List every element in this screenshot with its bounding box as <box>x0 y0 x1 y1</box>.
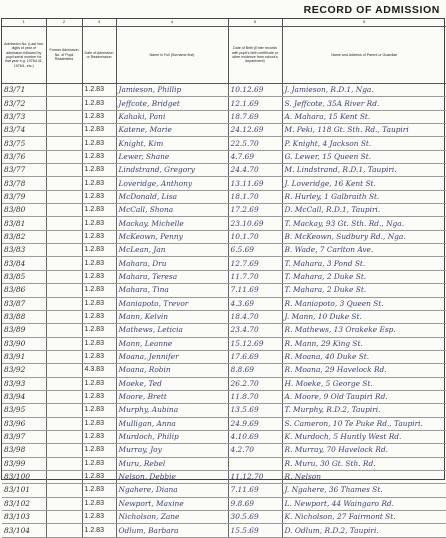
table-row <box>2 244 446 257</box>
pupil-name-cell: Nelson, Debbie <box>116 470 228 483</box>
parent-guardian-cell: T. Mahara, 2 Duke St. <box>282 284 446 297</box>
former-admission-cell <box>46 257 82 270</box>
date-of-birth-cell: 10.1.70 <box>228 230 282 243</box>
admission-number-cell: 83/81 <box>2 217 46 230</box>
former-admission-cell <box>46 324 82 337</box>
admission-date-cell: 1.2.83 <box>82 324 116 337</box>
admission-number-cell: 83/74 <box>2 124 46 137</box>
former-admission-cell <box>46 457 82 470</box>
column-number-2: 2 <box>46 19 82 27</box>
date-of-birth-cell: 9.8.69 <box>228 497 282 510</box>
date-of-birth-cell <box>228 457 282 470</box>
parent-guardian-cell: R. Moana, 40 Duke St. <box>282 350 446 363</box>
table-row <box>2 110 446 123</box>
date-of-birth-cell: 17.6.69 <box>228 350 282 363</box>
pupil-name-cell: Mann, Leanne <box>116 337 228 350</box>
parent-guardian-cell: R. Nelson <box>282 470 446 483</box>
parent-guardian-cell: A. Moore, 9 Old Taupiri Rd. <box>282 390 446 403</box>
table-row <box>2 124 446 137</box>
admission-date-cell: 1.2.83 <box>82 350 116 363</box>
date-of-birth-cell: 26.2.70 <box>228 377 282 390</box>
date-of-birth-cell: 24.12.69 <box>228 124 282 137</box>
admission-date-cell: 1.2.83 <box>82 337 116 350</box>
admission-date-cell: 1.2.83 <box>82 270 116 283</box>
parent-guardian-cell: T. Mackay, 93 Gt. Sth. Rd., Nga. <box>282 217 446 230</box>
table-row <box>2 204 446 217</box>
former-admission-cell <box>46 97 82 110</box>
former-admission-cell <box>46 524 82 537</box>
admission-number-cell: 83/77 <box>2 164 46 177</box>
parent-guardian-cell: M. Lindstrand, R.D.1, Taupiri. <box>282 164 446 177</box>
date-of-birth-cell: 4.2.70 <box>228 444 282 457</box>
pupil-name-cell: Murdoch, Philip <box>116 430 228 443</box>
pupil-name-cell: McCall, Shona <box>116 204 228 217</box>
admission-date-cell: 1.2.83 <box>82 484 116 497</box>
former-admission-cell <box>46 270 82 283</box>
parent-guardian-cell: D. McCall, R.D.1, Taupiri. <box>282 204 446 217</box>
parent-guardian-cell: T. Mahara, 2 Duke St. <box>282 270 446 283</box>
table-row <box>2 257 446 270</box>
date-of-birth-cell: 23.10.69 <box>228 217 282 230</box>
admission-number-cell: 83/93 <box>2 377 46 390</box>
admission-no-header: Admission No. (Last four digits of year of admission followed by pupil serial number for that year e.g. 1976/141, 1976/1, etc.) <box>2 27 46 84</box>
table-row <box>2 230 446 243</box>
parent-guardian-cell: R. Muru, 30 Gt. Sth. Rd. <box>282 457 446 470</box>
former-admission-cell <box>46 484 82 497</box>
pupil-name-cell: Jamieson, Phillip <box>116 84 228 97</box>
date-of-birth-cell: 11.12.70 <box>228 470 282 483</box>
parent-guardian-header: Name and Address of Parent or Guardian <box>282 27 446 84</box>
parent-guardian-cell: S. Cameron, 10 Te Puke Rd., Taupiri. <box>282 417 446 430</box>
former-admission-cell <box>46 177 82 190</box>
former-admission-cell <box>46 110 82 123</box>
former-admission-cell <box>46 137 82 150</box>
former-admission-cell <box>46 430 82 443</box>
pupil-name-cell: Mahara, Tina <box>116 284 228 297</box>
admission-date-cell: 1.2.83 <box>82 404 116 417</box>
pupil-name-cell: Newport, Maxine <box>116 497 228 510</box>
date-of-birth-cell: 7.11.69 <box>228 284 282 297</box>
admission-number-cell: 83/96 <box>2 417 46 430</box>
admission-date-cell: 1.2.83 <box>82 470 116 483</box>
former-admission-cell <box>46 310 82 323</box>
parent-guardian-cell: L. Newport, 44 Waingaro Rd. <box>282 497 446 510</box>
parent-guardian-cell: M. Peki, 118 Gt. Sth. Rd., Taupiri <box>282 124 446 137</box>
full-name-header: Name in Full (Surname first) <box>116 27 228 84</box>
pupil-name-cell: Moore, Brett <box>116 390 228 403</box>
date-of-birth-cell: 18.4.70 <box>228 310 282 323</box>
column-number-6: 6 <box>282 19 446 27</box>
pupil-name-cell: Mahara, Teresa <box>116 270 228 283</box>
date-of-birth-cell: 22.5.70 <box>228 137 282 150</box>
admission-date-cell: 1.2.83 <box>82 377 116 390</box>
date-of-birth-cell: 6.5.69 <box>228 244 282 257</box>
parent-guardian-cell: B. McKeown, Sudbury Rd., Nga. <box>282 230 446 243</box>
column-number-3: 3 <box>82 19 116 27</box>
admission-number-cell: 83/102 <box>2 497 46 510</box>
admission-date-cell: 4.3.83 <box>82 364 116 377</box>
admission-number-cell: 83/71 <box>2 84 46 97</box>
pupil-name-cell: Moana, Jennifer <box>116 350 228 363</box>
admission-date-cell: 1.2.83 <box>82 204 116 217</box>
date-of-birth-cell: 24.4.70 <box>228 164 282 177</box>
former-admission-cell <box>46 164 82 177</box>
admission-number-cell: 83/87 <box>2 297 46 310</box>
pupil-name-cell: Mann, Kelvin <box>116 310 228 323</box>
admission-date-cell: 1.2.83 <box>82 124 116 137</box>
pupil-name-cell: Lindstrand, Gregory <box>116 164 228 177</box>
parent-guardian-cell: T. Mahara, 3 Pond St. <box>282 257 446 270</box>
admission-date-cell: 1.2.83 <box>82 390 116 403</box>
parent-guardian-cell: J. Loveridge, 16 Kent St. <box>282 177 446 190</box>
pupil-name-cell: Murray, Joy <box>116 444 228 457</box>
admission-date-cell: 1.2.83 <box>82 97 116 110</box>
former-admission-cell <box>46 364 82 377</box>
date-of-birth-cell: 4.10.69 <box>228 430 282 443</box>
admission-date-cell: 1.2.83 <box>82 244 116 257</box>
pupil-name-cell: Katene, Marie <box>116 124 228 137</box>
parent-guardian-cell: J. Jamieson, R.D.1, Nga. <box>282 84 446 97</box>
admission-number-cell: 83/73 <box>2 110 46 123</box>
table-row <box>2 417 446 430</box>
admission-number-cell: 83/72 <box>2 97 46 110</box>
admission-number-cell: 83/95 <box>2 404 46 417</box>
table-row <box>2 164 446 177</box>
table-row <box>2 150 446 163</box>
former-admission-cell <box>46 284 82 297</box>
admission-number-cell: 83/82 <box>2 230 46 243</box>
pupil-name-cell: Mahara, Dru <box>116 257 228 270</box>
admission-number-cell: 83/85 <box>2 270 46 283</box>
table-row <box>2 470 446 483</box>
admission-number-cell: 83/91 <box>2 350 46 363</box>
admission-number-cell: 83/100 <box>2 470 46 483</box>
admission-number-cell: 83/89 <box>2 324 46 337</box>
table-row <box>2 511 446 524</box>
parent-guardian-cell: P. Knight, 4 Jackson St. <box>282 137 446 150</box>
pupil-name-cell: Knight, Kim <box>116 137 228 150</box>
parent-guardian-cell: K. Nicholson, 27 Fairmont St. <box>282 511 446 524</box>
admission-number-cell: 83/76 <box>2 150 46 163</box>
pupil-name-cell: Jeffcote, Bridget <box>116 97 228 110</box>
date-of-birth-cell: 12.7.69 <box>228 257 282 270</box>
parent-guardian-cell: B. Wade, 7 Carlton Ave. <box>282 244 446 257</box>
pupil-name-cell: Odlum, Barbara <box>116 524 228 537</box>
date-of-birth-cell: 24.9.69 <box>228 417 282 430</box>
pupil-name-cell: Mathews, Leticia <box>116 324 228 337</box>
admission-date-cell: 1.2.83 <box>82 511 116 524</box>
admission-date-cell: 1.2.83 <box>82 217 116 230</box>
date-of-birth-cell: 23.4.70 <box>228 324 282 337</box>
date-of-birth-cell: 4.7.69 <box>228 150 282 163</box>
date-of-birth-cell: 4.3.69 <box>228 297 282 310</box>
admission-date-header: Date of Admission or Readmission <box>82 27 116 84</box>
table-row <box>2 377 446 390</box>
pupil-name-cell: Loveridge, Anthony <box>116 177 228 190</box>
parent-guardian-cell: J. Ngahere, 36 Thames St. <box>282 484 446 497</box>
register-rows <box>2 84 446 538</box>
pupil-name-cell: Muru, Rebel <box>116 457 228 470</box>
page-title: RECORD OF ADMISSION <box>303 4 440 16</box>
pupil-name-cell: Lewer, Shane <box>116 150 228 163</box>
former-admission-cell <box>46 470 82 483</box>
admission-date-cell: 1.2.83 <box>82 150 116 163</box>
table-row <box>2 310 446 323</box>
parent-guardian-cell: R. Moana, 29 Havelock Rd. <box>282 364 446 377</box>
date-of-birth-cell: 12.1.69 <box>228 97 282 110</box>
parent-guardian-cell: K. Murdoch, 5 Huntly West Rd. <box>282 430 446 443</box>
admission-date-cell: 1.2.83 <box>82 164 116 177</box>
column-number-5: 5 <box>228 19 282 27</box>
parent-guardian-cell: R. Maniapoto, 3 Queen St. <box>282 297 446 310</box>
table-row <box>2 404 446 417</box>
admission-number-cell: 83/104 <box>2 524 46 537</box>
admission-number-cell: 83/103 <box>2 511 46 524</box>
parent-guardian-cell: J. Mann, 10 Duke St. <box>282 310 446 323</box>
date-of-birth-header: Date of Birth (Enter records with pupil's birth certificate or other evidence from school's department) <box>228 27 282 84</box>
pupil-name-cell: Mackay, Michelle <box>116 217 228 230</box>
pupil-name-cell: McLean, Jan <box>116 244 228 257</box>
table-row <box>2 337 446 350</box>
pupil-name-cell: Nicholson, Zane <box>116 511 228 524</box>
former-admission-cell <box>46 150 82 163</box>
pupil-name-cell: Kahaki, Pani <box>116 110 228 123</box>
admission-date-cell: 1.2.83 <box>82 497 116 510</box>
date-of-birth-cell: 18.1.70 <box>228 190 282 203</box>
former-admission-cell <box>46 337 82 350</box>
parent-guardian-cell: T. Murphy, R.D.2, Taupiri. <box>282 404 446 417</box>
date-of-birth-cell: 15.12.69 <box>228 337 282 350</box>
admission-date-cell: 1.2.83 <box>82 190 116 203</box>
admission-date-cell: 1.2.83 <box>82 84 116 97</box>
admission-number-cell: 83/88 <box>2 310 46 323</box>
admission-number-cell: 83/84 <box>2 257 46 270</box>
former-admission-cell <box>46 390 82 403</box>
admission-number-cell: 83/80 <box>2 204 46 217</box>
table-row <box>2 390 446 403</box>
former-admission-cell <box>46 377 82 390</box>
pupil-name-cell: Maniapoto, Trevor <box>116 297 228 310</box>
former-admission-cell <box>46 124 82 137</box>
parent-guardian-cell: H. Moeke, 5 George St. <box>282 377 446 390</box>
admission-date-cell: 1.2.83 <box>82 137 116 150</box>
pupil-name-cell: Mulligan, Anna <box>116 417 228 430</box>
date-of-birth-cell: 15.5.69 <box>228 524 282 537</box>
date-of-birth-cell: 8.8.69 <box>228 364 282 377</box>
table-row <box>2 190 446 203</box>
date-of-birth-cell: 17.2.69 <box>228 204 282 217</box>
pupil-name-cell: Moeke, Ted <box>116 377 228 390</box>
admission-number-cell: 83/98 <box>2 444 46 457</box>
former-admission-cell <box>46 297 82 310</box>
parent-guardian-cell: S. Jeffcote, 35A River Rd. <box>282 97 446 110</box>
column-number-1: 1 <box>2 19 46 27</box>
date-of-birth-cell: 30.5.69 <box>228 511 282 524</box>
table-row <box>2 284 446 297</box>
pupil-name-cell: McKeown, Penny <box>116 230 228 243</box>
former-admission-cell <box>46 204 82 217</box>
former-admission-cell <box>46 417 82 430</box>
admission-date-cell: 1.2.83 <box>82 257 116 270</box>
date-of-birth-cell: 11.7.70 <box>228 270 282 283</box>
table-row <box>2 297 446 310</box>
column-number-4: 4 <box>116 19 228 27</box>
admission-date-cell: 1.2.83 <box>82 177 116 190</box>
admission-number-cell: 83/75 <box>2 137 46 150</box>
admission-date-cell: 1.2.83 <box>82 417 116 430</box>
table-row <box>2 524 446 537</box>
parent-guardian-cell: R. Murray, 70 Havelock Rd. <box>282 444 446 457</box>
admission-register-table <box>1 18 445 535</box>
parent-guardian-cell: R. Mann, 29 King St. <box>282 337 446 350</box>
admission-number-cell: 83/86 <box>2 284 46 297</box>
admission-number-cell: 83/78 <box>2 177 46 190</box>
table-row <box>2 97 446 110</box>
table-row <box>2 270 446 283</box>
former-admission-header: Former Admission No. of Pupil Readmitted <box>46 27 82 84</box>
admission-date-cell: 1.2.83 <box>82 310 116 323</box>
admission-number-cell: 83/101 <box>2 484 46 497</box>
admission-date-cell: 1.2.83 <box>82 110 116 123</box>
date-of-birth-cell: 13.5.69 <box>228 404 282 417</box>
admission-number-cell: 83/79 <box>2 190 46 203</box>
table-row <box>2 444 446 457</box>
table-row <box>2 177 446 190</box>
table-row <box>2 217 446 230</box>
table-row <box>2 364 446 377</box>
former-admission-cell <box>46 230 82 243</box>
admission-date-cell: 1.2.83 <box>82 457 116 470</box>
table-row <box>2 457 446 470</box>
parent-guardian-cell: R. Mathews, 13 Orakeke Esp. <box>282 324 446 337</box>
former-admission-cell <box>46 444 82 457</box>
table-row <box>2 484 446 497</box>
admission-number-cell: 83/99 <box>2 457 46 470</box>
former-admission-cell <box>46 84 82 97</box>
date-of-birth-cell: 18.7.69 <box>228 110 282 123</box>
former-admission-cell <box>46 217 82 230</box>
admission-number-cell: 83/83 <box>2 244 46 257</box>
parent-guardian-cell: R. Hurley, 1 Galbraith St. <box>282 190 446 203</box>
admission-number-cell: 83/92 <box>2 364 46 377</box>
admission-number-cell: 83/90 <box>2 337 46 350</box>
parent-guardian-cell: G. Lewer, 15 Queen St. <box>282 150 446 163</box>
pupil-name-cell: Murphy, Aubina <box>116 404 228 417</box>
admission-date-cell: 1.2.83 <box>82 230 116 243</box>
table-row <box>2 350 446 363</box>
admission-number-cell: 83/94 <box>2 390 46 403</box>
parent-guardian-cell: A. Mahara, 15 Kent St. <box>282 110 446 123</box>
date-of-birth-cell: 7.11.69 <box>228 484 282 497</box>
admission-number-cell: 83/97 <box>2 430 46 443</box>
admission-date-cell: 1.2.83 <box>82 297 116 310</box>
former-admission-cell <box>46 497 82 510</box>
admission-date-cell: 1.2.83 <box>82 284 116 297</box>
former-admission-cell <box>46 404 82 417</box>
admission-date-cell: 1.2.83 <box>82 524 116 537</box>
parent-guardian-cell: D. Odlum, R.D.2, Taupiri. <box>282 524 446 537</box>
date-of-birth-cell: 13.11.69 <box>228 177 282 190</box>
table-row <box>2 324 446 337</box>
table-row <box>2 430 446 443</box>
pupil-name-cell: McDonald, Lisa <box>116 190 228 203</box>
pupil-name-cell: Ngahere, Diana <box>116 484 228 497</box>
table-row <box>2 497 446 510</box>
admission-date-cell: 1.2.83 <box>82 444 116 457</box>
admission-date-cell: 1.2.83 <box>82 430 116 443</box>
former-admission-cell <box>46 350 82 363</box>
table-row <box>2 137 446 150</box>
pupil-name-cell: Moana, Robin <box>116 364 228 377</box>
date-of-birth-cell: 11.8.70 <box>228 390 282 403</box>
former-admission-cell <box>46 511 82 524</box>
table-row <box>2 84 446 97</box>
former-admission-cell <box>46 244 82 257</box>
date-of-birth-cell: 10.12.69 <box>228 84 282 97</box>
former-admission-cell <box>46 190 82 203</box>
